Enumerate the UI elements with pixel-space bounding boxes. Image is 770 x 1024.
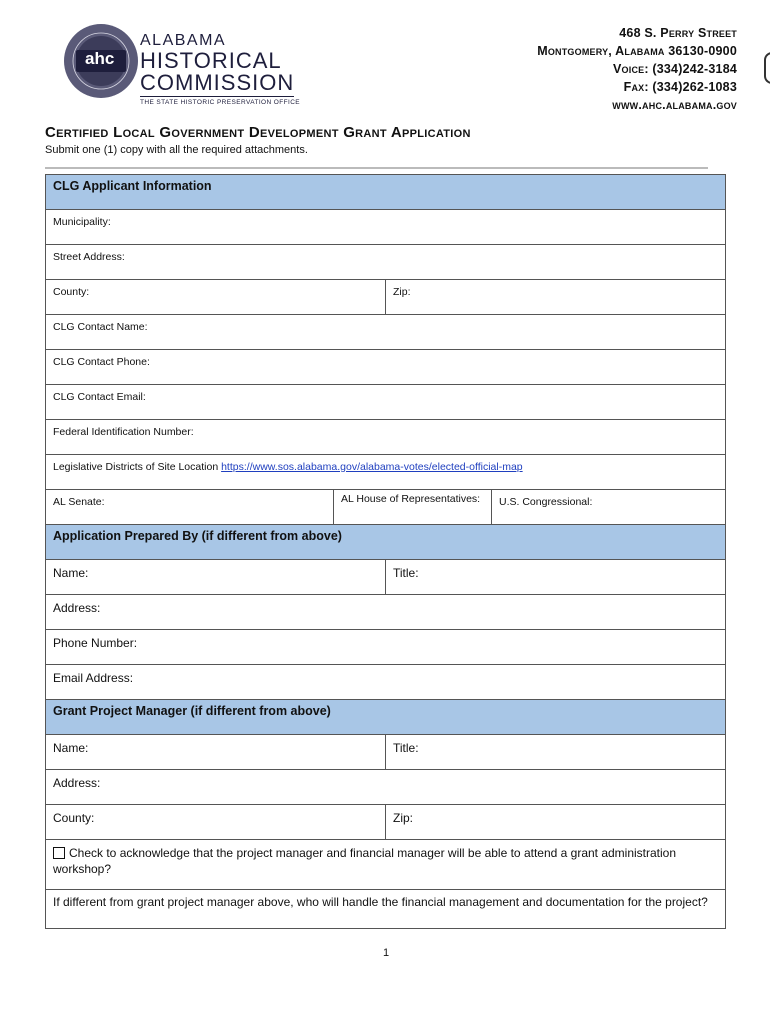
field-contact-phone[interactable] [46, 350, 725, 385]
field-label: CLG Contact Email: [53, 391, 146, 403]
address-street: 468 S. Perry Street [619, 26, 737, 40]
field-al-house[interactable]: AL House of Representatives: [333, 490, 491, 524]
section-header-manager [46, 700, 725, 735]
field-label: CLG Contact Name: [53, 321, 148, 333]
section-title: Application Prepared By (if different from above) [46, 525, 725, 559]
field-zip[interactable]: Zip: [385, 280, 725, 314]
field-contact-name[interactable] [46, 315, 725, 350]
page-edge-mark [764, 52, 770, 84]
section-title: Grant Project Manager (if different from above) [46, 700, 725, 734]
logo-line-commission: COMMISSION [140, 70, 295, 95]
field-label: Address: [53, 601, 101, 615]
field-label: Address: [53, 776, 101, 790]
row-districts [46, 490, 725, 525]
field-contact-email[interactable] [46, 385, 725, 420]
page-title: Certified Local Government Development Grant Application [45, 124, 471, 141]
logo-line-alabama: ALABAMA [140, 32, 227, 49]
section-header-clg [46, 175, 725, 210]
address-city: Montgomery, Alabama 36130-0900 [537, 44, 737, 58]
row-acknowledge [46, 840, 725, 890]
row-county-zip [46, 280, 725, 315]
page-subtitle: Submit one (1) copy with all the required attachments. [45, 144, 308, 156]
field-prepared-address[interactable] [46, 595, 725, 630]
logo-divider [140, 96, 294, 97]
districts-map-link[interactable]: https://www.sos.alabama.gov/alabama-votes/elected-official-map [221, 461, 523, 473]
grant-application-form [45, 174, 726, 929]
field-prepared-email[interactable] [46, 665, 725, 700]
field-label: Street Address: [53, 251, 125, 263]
row-manager-county-zip [46, 805, 725, 840]
row-legislative-districts [46, 455, 725, 490]
field-manager-name[interactable]: Name: [53, 741, 89, 755]
field-municipality[interactable] [46, 210, 725, 245]
row-manager-name-title [46, 735, 725, 770]
section-title: CLG Applicant Information [46, 175, 725, 209]
field-manager-address[interactable] [46, 770, 725, 805]
districts-label: Legislative Districts of Site Location [53, 461, 219, 473]
address-web: www.ahc.alabama.gov [612, 98, 737, 112]
field-prepared-phone[interactable] [46, 630, 725, 665]
logo-tagline: THE STATE HISTORIC PRESERVATION OFFICE [140, 99, 301, 106]
field-label: CLG Contact Phone: [53, 356, 150, 368]
field-manager-county[interactable]: County: [53, 811, 95, 825]
field-manager-title[interactable]: Title: [385, 735, 725, 769]
section-header-prepared [46, 525, 725, 560]
field-prepared-name[interactable]: Name: [53, 566, 89, 580]
title-divider [45, 167, 708, 169]
field-prepared-title[interactable]: Title: [385, 560, 725, 594]
field-county[interactable]: County: [53, 286, 90, 298]
field-al-senate[interactable]: AL Senate: [53, 496, 105, 508]
address-fax: Fax: (334)262-1083 [623, 80, 737, 94]
address-voice: Voice: (334)242-3184 [613, 62, 737, 76]
acknowledge-checkbox[interactable] [53, 847, 65, 859]
field-label: If different from grant project manager above, who will handle the financial management and documentation for the project? [53, 895, 708, 909]
row-prepared-name-title [46, 560, 725, 595]
field-us-congressional[interactable]: U.S. Congressional: [491, 490, 725, 524]
field-label: Email Address: [53, 671, 134, 685]
field-label: Federal Identification Number: [53, 426, 194, 438]
acknowledge-text: Check to acknowledge that the project manager and financial manager will be able to attend a grant administration workshop? [53, 846, 677, 876]
page-number: 1 [383, 947, 390, 959]
logo-abbr: ahc [85, 49, 115, 68]
field-label: Municipality: [53, 216, 111, 228]
logo-line-historical: HISTORICAL [140, 48, 282, 73]
field-street-address[interactable] [46, 245, 725, 280]
field-financial-manager[interactable] [46, 890, 725, 929]
field-federal-id[interactable] [46, 420, 725, 455]
ahc-logo [60, 22, 310, 108]
field-label: Phone Number: [53, 636, 138, 650]
field-manager-zip[interactable]: Zip: [385, 805, 725, 839]
address-block [537, 24, 737, 114]
